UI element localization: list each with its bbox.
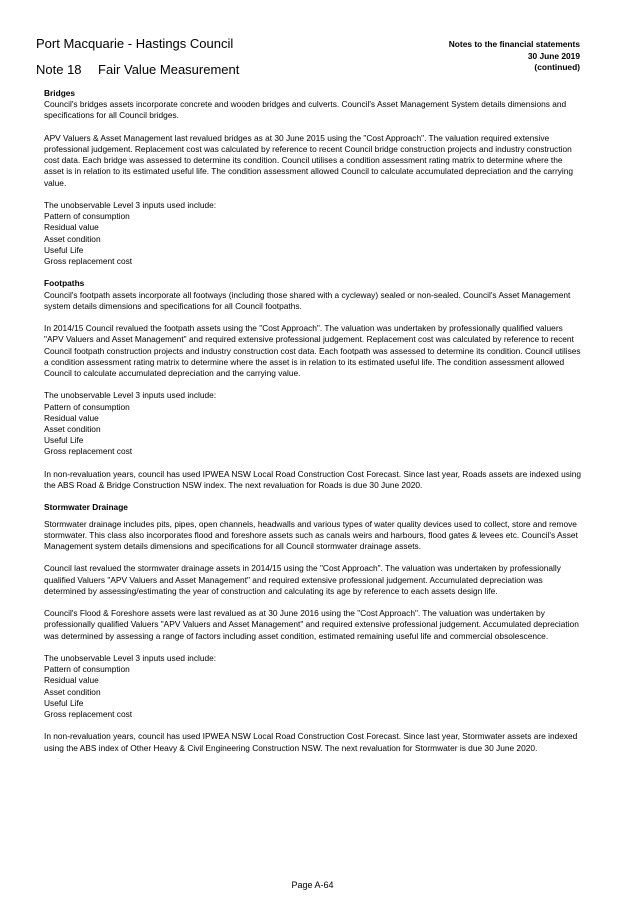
stormwater-paragraph-4: In non-revaluation years, council has used IPWEA NSW Local Road Construction Cost Forecast. Since last year, Stormwater assets are indexed using the ABS index of Other Heavy & Civil Engineering Construction NSW. The next revaluation for Stormwater is due 30 June 2020. — [44, 731, 578, 753]
stormwater-input-item: Useful Life — [44, 697, 84, 708]
footpaths-input-item: Residual value — [44, 412, 99, 423]
footpaths-inputs-label: The unobservable Level 3 inputs used include: — [44, 390, 217, 401]
document-body — [44, 88, 584, 754]
footpaths-heading: Footpaths — [44, 278, 85, 289]
bridges-input-item: Gross replacement cost — [44, 256, 133, 267]
bridges-input-item: Asset condition — [44, 233, 101, 244]
header-right-line2: 30 June 2019 — [527, 50, 580, 61]
footpaths-paragraph-3: In non-revaluation years, council has used IPWEA NSW Local Road Construction Cost Forecast. Since last year, Roads assets are indexed using the ABS Road & Bridge Construction NSW index. The next revaluation for Roads is due 30 June 2020. — [44, 468, 582, 491]
footpaths-input-item: Pattern of consumption — [44, 401, 130, 412]
note-title-line — [36, 62, 239, 77]
footpaths-paragraph-1: Council's footpath assets incorporate all footways (including those shared with a cycleway) sealed or non-sealed. Council's Asset Management system details dimensions and specifications for all Council footpaths. — [44, 289, 571, 311]
stormwater-input-item: Pattern of consumption — [44, 664, 130, 675]
bridges-heading: Bridges — [44, 88, 76, 98]
stormwater-input-item: Asset condition — [44, 686, 101, 697]
note-title: Fair Value Measurement — [98, 62, 240, 77]
stormwater-paragraph-2: Council last revalued the stormwater drainage assets in 2014/15 using the "Cost Approach". The valuation was undertaken by professionally qualified Valuers "APV Valuers and Asset Management" and required extensive professional judgement. Accumulated depreciation was determined by assessing/estimating the year of construction and calculating its age by reference to each assets design life. — [44, 563, 561, 596]
note-number: Note 18 — [36, 62, 82, 77]
page-header — [36, 36, 239, 77]
bridges-input-item: Useful Life — [44, 244, 84, 255]
header-notes-label — [449, 39, 580, 74]
header-right-line1: Notes to the financial statements — [448, 39, 580, 49]
stormwater-inputs-label: The unobservable Level 3 inputs used include: — [44, 653, 217, 663]
stormwater-input-item: Residual value — [44, 675, 99, 686]
bridges-paragraph-2: APV Valuers & Asset Management last revalued bridges as at 30 June 2015 using the "Cost Approach". The valuation required extensive professional judgement. Replacement cost was calculated by reference to recent Council bridge construction projects and industry construction cost data. Each bridge was assessed to determine its condition. Council utilises a condition assessment rating matrix to determine where the asset is in relation to its estimated useful life. The condition assessment allowed Council to calculate accumulated depreciation and the carrying value. — [44, 132, 574, 188]
footpaths-paragraph-2: In 2014/15 Council revalued the footpath assets using the "Cost Approach". The valuation was undertaken by professionally qualified valuers "APV Valuers and Asset Management" and required extensive professional judgement. Replacement cost was calculated by reference to recent Council footpath construction projects and industry construction cost data. Each footpath was assessed to determine its condition. Council utilises a condition assessment rating matrix to determine where the asset is in relation to its estimated useful life. The condition assessment allowed Council to calculate accumulated depreciation and the carrying value. — [44, 323, 581, 379]
footpaths-input-item: Asset condition — [44, 424, 101, 435]
footpaths-input-item: Gross replacement cost — [44, 446, 133, 457]
bridges-paragraph-1: Council's bridges assets incorporate concrete and wooden bridges and culverts. Council's Asset Management System details dimensions and specifications for all Council bridges. — [44, 99, 567, 121]
stormwater-heading: Stormwater Drainage — [44, 502, 128, 513]
council-name: Port Macquarie - Hastings Council — [36, 36, 234, 51]
bridges-input-item: Residual value — [44, 222, 99, 233]
stormwater-input-item: Gross replacement cost — [44, 709, 133, 720]
bridges-inputs-label: The unobservable Level 3 inputs used include: — [44, 200, 217, 210]
bridges-input-item: Pattern of consumption — [44, 211, 130, 222]
footpaths-input-item: Useful Life — [44, 435, 84, 446]
page-number: Page A-64 — [291, 880, 334, 890]
stormwater-paragraph-3: Council's Flood & Foreshore assets were last revalued as at 30 June 2016 using the "Cost Approach". The valuation was undertaken by professionally qualified Valuers "APV Valuers and Asset Management" and required extensive professional judgement. Accumulated depreciation was determined by assessing a range of factors including asset condition, estimated remaining useful life and commercial obsolescence. — [44, 608, 579, 641]
stormwater-paragraph-1: Stormwater drainage includes pits, pipes, open channels, headwalls and various types of water quality devices used to collect, store and remove stormwater. This class also incorporates flood and foreshore assets such as canals weirs and harbours, flood gates & levees etc. Council's Asset Management system details dimensions and specifications for all Council stormwater drainage assets. — [44, 518, 578, 552]
header-right-line3: (continued) — [534, 62, 580, 72]
